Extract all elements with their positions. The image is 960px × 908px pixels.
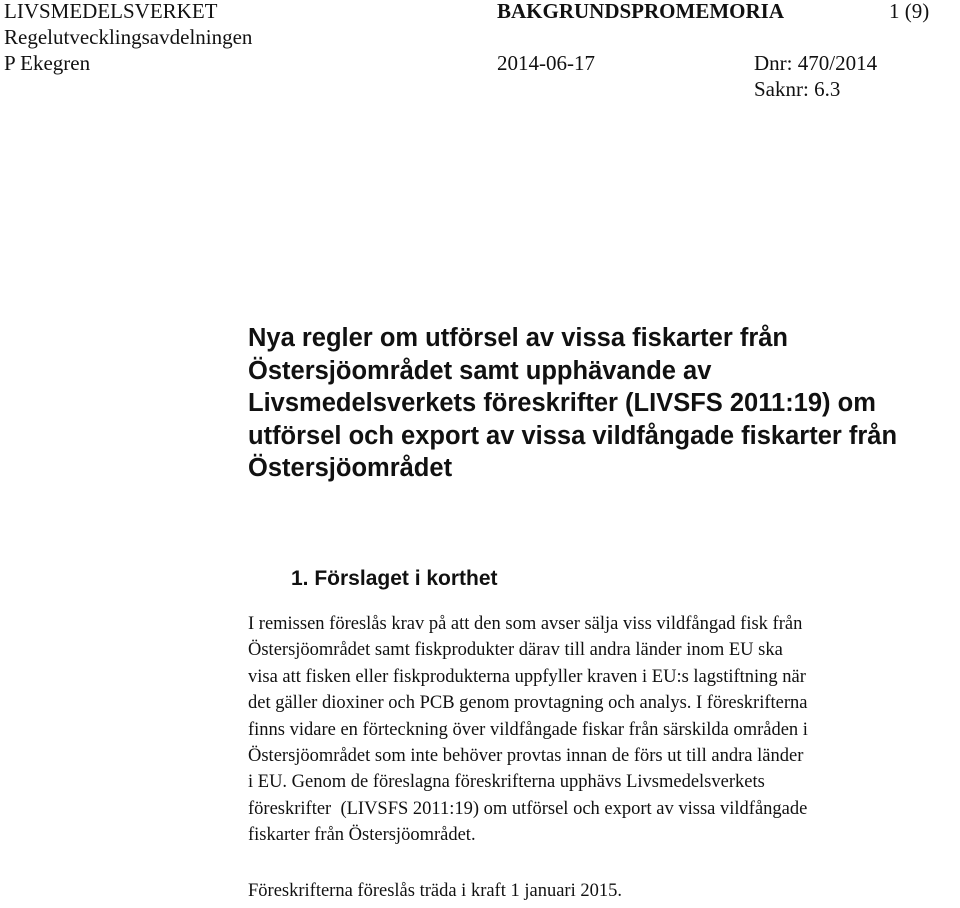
header-dnr: Dnr: 470/2014 <box>754 51 878 75</box>
paragraph-line: föreskrifter (LIVSFS 2011:19) om utförsel och export av vissa vildfångade <box>248 798 808 819</box>
section-paragraph <box>248 611 960 849</box>
section-heading: 1. Förslaget i korthet <box>291 567 498 590</box>
document-title <box>248 322 948 485</box>
header-saknr: Saknr: 6.3 <box>754 77 841 101</box>
header-document-type: BAKGRUNDSPROMEMORIA <box>497 0 784 23</box>
title-line: Nya regler om utförsel av vissa fiskarter från <box>248 324 788 352</box>
paragraph-line: Östersjöområdet som inte behöver provtas innan de förs ut till andra länder <box>248 746 804 767</box>
title-line: utförsel och export av vissa vildfångade fiskarter från <box>248 421 898 450</box>
title-line: Östersjöområdet samt upphävande av <box>248 356 712 385</box>
title-line: Livsmedelsverkets föreskrifter (LIVSFS 2011:19) om <box>248 389 876 417</box>
paragraph-line: visa att fisken eller fiskprodukterna uppfyller kraven i EU:s lagstiftning när <box>248 666 806 687</box>
paragraph-line: fiskarter från Östersjöområdet. <box>248 825 476 846</box>
effective-date-sentence: Föreskrifterna föreslås träda i kraft 1 januari 2015. <box>248 881 622 901</box>
paragraph-line: finns vidare en förteckning över vildfångade fiskar från särskilda områden i <box>248 719 808 740</box>
header-page-number: 1 (9) <box>889 0 930 23</box>
header-date: 2014-06-17 <box>497 51 595 75</box>
title-line: Östersjöområdet <box>248 454 453 482</box>
paragraph-line: i EU. Genom de föreslagna föreskrifterna upphävs Livsmedelsverkets <box>248 772 765 793</box>
paragraph-line: Östersjöområdet samt fiskprodukter därav till andra länder inom EU ska <box>248 640 783 661</box>
paragraph-line: I remissen föreslås krav på att den som avser sälja viss vildfångad fisk från <box>248 614 803 634</box>
header-department: Regelutvecklingsavdelningen <box>4 25 253 49</box>
paragraph-line: det gäller dioxiner och PCB genom provtagning och analys. I föreskrifterna <box>248 693 808 714</box>
header-organization: LIVSMEDELSVERKET <box>4 0 218 23</box>
header-author: P Ekegren <box>4 51 91 75</box>
